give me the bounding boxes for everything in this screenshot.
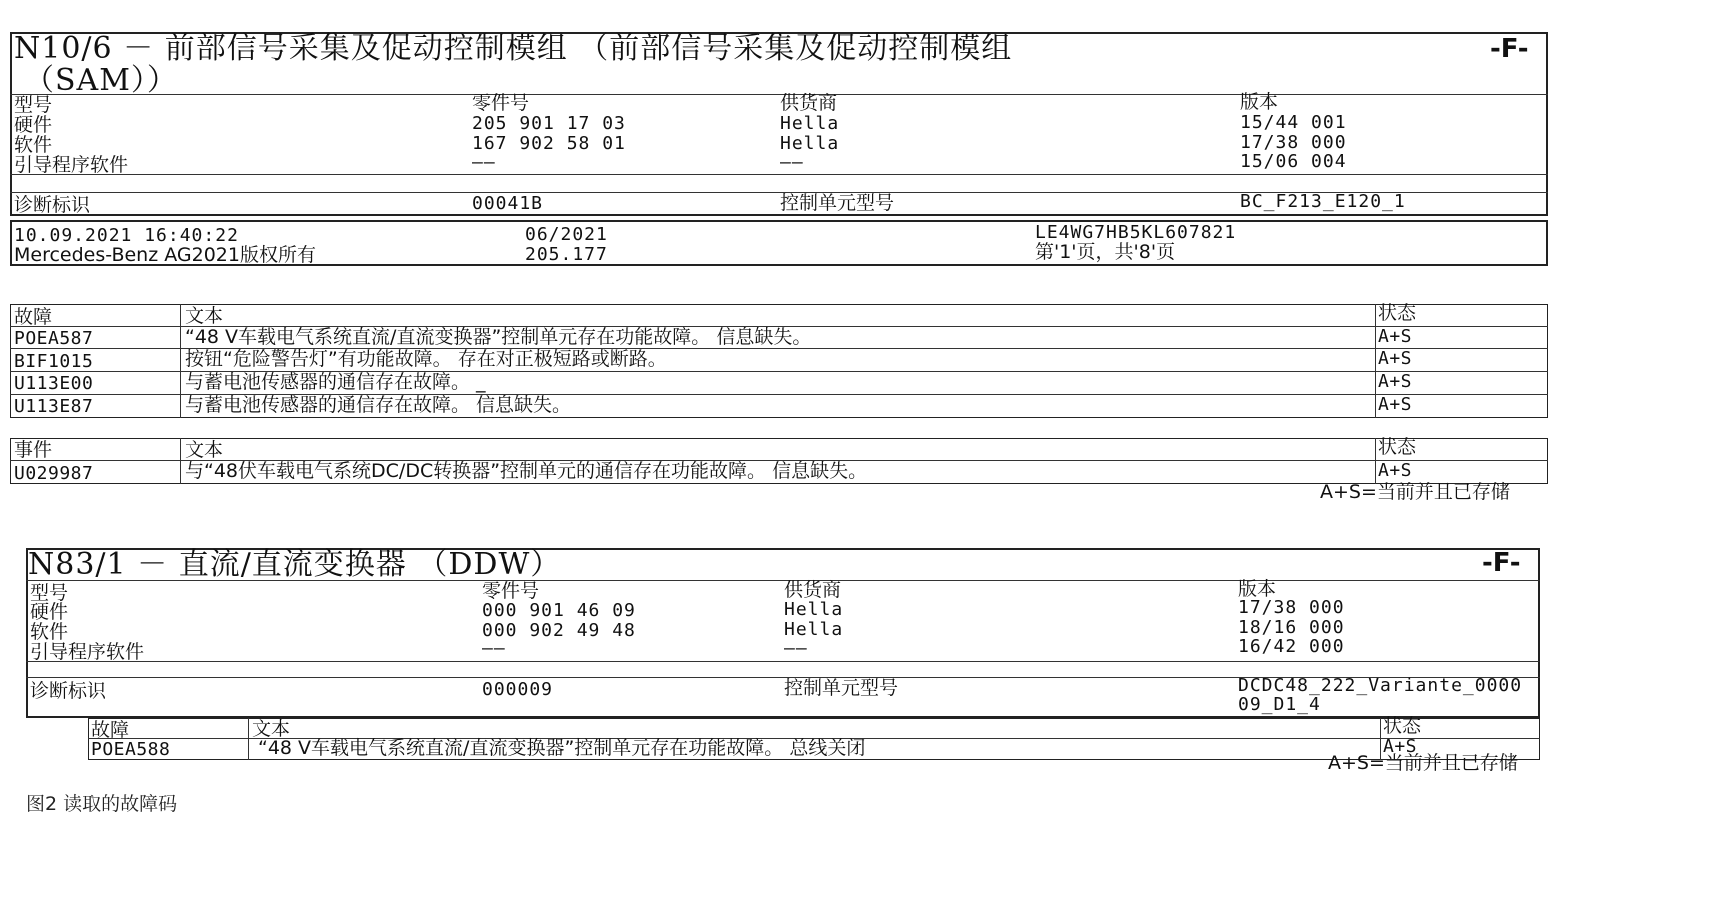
event-code: U029987 xyxy=(14,463,94,484)
fault-status: A+S xyxy=(1378,348,1413,369)
fault-text: 与蓄电池传感器的通信存在故障。 _ xyxy=(185,371,486,393)
faults1-col-sep2 xyxy=(1375,304,1376,418)
figure-caption: 图2 读取的故障码 xyxy=(26,793,178,815)
module1-software-part: 167 902 58 01 xyxy=(472,133,626,154)
fault-code: POEA587 xyxy=(14,328,94,349)
faults2-header-fault: 故障 xyxy=(91,719,130,741)
module2-software-version: 18/16 000 xyxy=(1238,617,1345,638)
events1-legend: A+S=当前并且已存储 xyxy=(1320,481,1510,503)
event-text: 与“48伏车载电气系统DC/DC转换器”控制单元的通信存在功能故障。 信息缺失。 xyxy=(185,460,868,482)
module1-title-line2: （SAM）） xyxy=(24,63,178,98)
module2-ctrl-type-label: 控制单元型号 xyxy=(784,677,899,699)
module2-boot-label: 引导程序软件 xyxy=(30,641,145,663)
module2-ctrl-type-value-line2: 09_D1_4 xyxy=(1238,694,1321,715)
module1-header-part: 零件号 xyxy=(472,92,530,114)
module1-ctrl-type-label: 控制单元型号 xyxy=(780,192,895,214)
module2-diag-label: 诊断标识 xyxy=(30,680,107,702)
faults2-col-sep1 xyxy=(248,718,249,760)
module2-ctrl-type-value-line1: DCDC48_222_Variante_0000 xyxy=(1238,675,1523,696)
module1-divider-top xyxy=(10,94,1548,95)
module1-boot-part: —— xyxy=(472,152,496,173)
info-page: 第'1'页，共'8'页 xyxy=(1035,241,1176,263)
module1-hardware-part: 205 901 17 03 xyxy=(472,113,626,134)
module2-hardware-label: 硬件 xyxy=(30,601,69,623)
module1-hardware-label: 硬件 xyxy=(14,114,53,136)
module2-boot-version: 16/42 000 xyxy=(1238,636,1345,657)
module1-software-version: 17/38 000 xyxy=(1240,132,1347,153)
fault-status: A+S xyxy=(1378,371,1413,392)
module2-boot-part: —— xyxy=(482,638,506,659)
module2-title: N83/1 － 直流/直流变换器 （DDW） xyxy=(28,547,562,582)
module2-hardware-supplier: Hella xyxy=(784,599,844,620)
module2-header-part: 零件号 xyxy=(482,580,540,602)
module1-f-mark: -F- xyxy=(1490,34,1529,64)
module1-hardware-version: 15/44 001 xyxy=(1240,112,1347,133)
module1-boot-supplier: —— xyxy=(780,152,804,173)
module1-software-supplier: Hella xyxy=(780,133,840,154)
events1-col-sep1 xyxy=(180,438,181,484)
fault-status: A+S xyxy=(1378,394,1413,415)
fault-text: “48 V车载电气系统直流/直流变换器”控制单元存在功能故障。 信息缺失。 xyxy=(185,326,812,348)
module1-software-label: 软件 xyxy=(14,134,53,156)
events1-header-status: 状态 xyxy=(1378,436,1417,458)
fault-text: 按钮“危险警告灯”有功能故障。 存在对正极短路或断路。 xyxy=(185,348,667,370)
fault-code: U113E00 xyxy=(14,373,94,394)
module2-hardware-version: 17/38 000 xyxy=(1238,597,1345,618)
module1-header-version: 版本 xyxy=(1240,91,1279,113)
module1-header-supplier: 供货商 xyxy=(780,92,838,114)
events1-col-sep2 xyxy=(1375,438,1376,484)
faults2-legend: A+S=当前并且已存储 xyxy=(1328,752,1518,774)
module2-header-supplier: 供货商 xyxy=(784,579,842,601)
info-date2: 06/2021 xyxy=(525,224,608,245)
module1-boot-label: 引导程序软件 xyxy=(14,154,129,176)
faults2-header-text: 文本 xyxy=(252,718,291,740)
fault-code: POEA588 xyxy=(91,739,171,760)
info-ver2: 205.177 xyxy=(525,244,608,265)
module2-header-version: 版本 xyxy=(1238,578,1277,600)
module1-boot-version: 15/06 004 xyxy=(1240,151,1347,172)
fault-text: “48 V车载电气系统直流/直流变换器”控制单元存在功能故障。 总线关闭 xyxy=(258,737,866,759)
events1-header-event: 事件 xyxy=(14,439,53,461)
info-vin: LE4WG7HB5KL607821 xyxy=(1035,222,1237,243)
module1-ctrl-type-value: BC_F213_E120_1 xyxy=(1240,191,1406,212)
fault-code: BIF1015 xyxy=(14,351,94,372)
info-datetime: 10.09.2021 16:40:22 xyxy=(14,225,239,246)
faults1-header-fault: 故障 xyxy=(14,306,53,328)
module2-software-part: 000 902 49 48 xyxy=(482,620,636,641)
info-copyright: Mercedes-Benz AG2021版权所有 xyxy=(14,244,316,266)
faults1-header-text: 文本 xyxy=(185,305,224,327)
module2-software-label: 软件 xyxy=(30,621,69,643)
module1-diag-label: 诊断标识 xyxy=(14,194,91,216)
faults1-header-status: 状态 xyxy=(1378,302,1417,324)
module2-software-supplier: Hella xyxy=(784,619,844,640)
module2-boot-supplier: —— xyxy=(784,638,808,659)
fault-text: 与蓄电池传感器的通信存在故障。 信息缺失。 xyxy=(185,394,572,416)
module2-header-type: 型号 xyxy=(30,582,69,604)
faults2-header-status: 状态 xyxy=(1383,715,1422,737)
module1-diag-value: 00041B xyxy=(472,193,544,214)
module1-hardware-supplier: Hella xyxy=(780,113,840,134)
module2-f-mark: -F- xyxy=(1482,548,1521,578)
module1-title-line1: N10/6 － 前部信号采集及促动控制模组 （前部信号采集及促动控制模组 xyxy=(14,31,1013,66)
module2-divider-mid1 xyxy=(26,661,1540,662)
module2-divider-top xyxy=(26,580,1540,581)
module2-hardware-part: 000 901 46 09 xyxy=(482,600,636,621)
event-status: A+S xyxy=(1378,460,1413,481)
module1-header-type: 型号 xyxy=(14,94,53,116)
module1-divider-mid1 xyxy=(10,174,1548,175)
faults1-col-sep1 xyxy=(180,304,181,418)
events1-header-text: 文本 xyxy=(185,439,224,461)
fault-code: U113E87 xyxy=(14,396,94,417)
fault-status: A+S xyxy=(1378,326,1413,347)
fault-status: A+S xyxy=(1383,736,1418,757)
module2-diag-value: 000009 xyxy=(482,679,554,700)
